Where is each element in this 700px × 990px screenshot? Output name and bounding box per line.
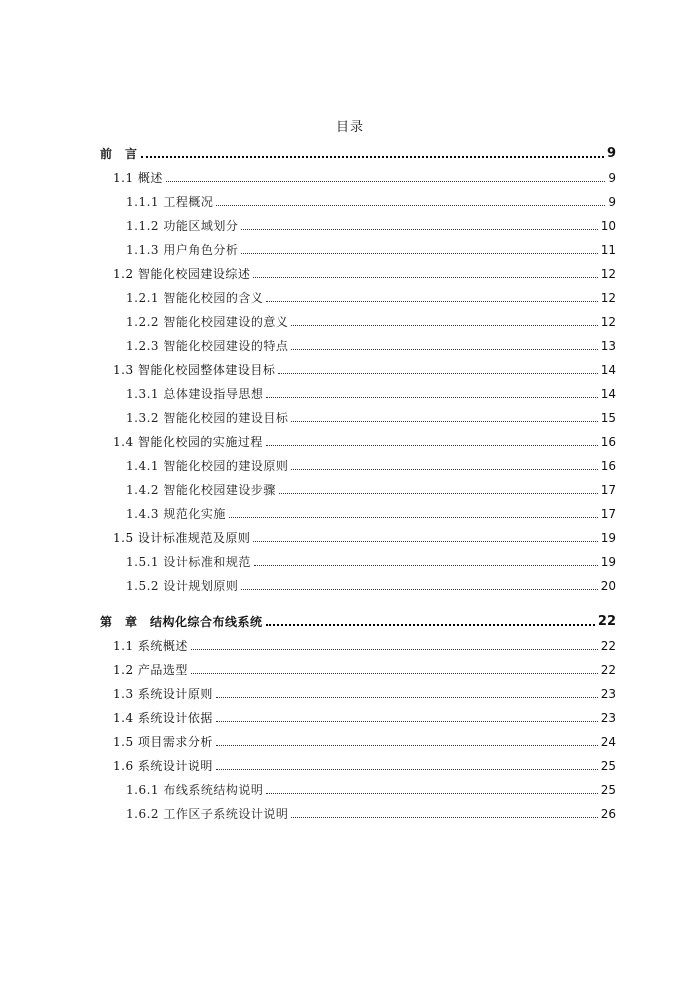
toc-entry[interactable] xyxy=(100,309,616,333)
dot-leader xyxy=(241,253,597,254)
toc-entry[interactable] xyxy=(100,213,616,237)
toc-entry-label: 1.6 系统设计说明 xyxy=(113,759,213,773)
toc-entry-label: 1.2.1 智能化校园的含义 xyxy=(126,291,264,305)
toc-entry[interactable] xyxy=(100,333,616,357)
toc-entry-label: 1.3 系统设计原则 xyxy=(113,687,213,701)
dot-leader xyxy=(191,649,598,650)
toc-entry-label: 1.6.1 布线系统结构说明 xyxy=(126,783,264,797)
toc-entry[interactable] xyxy=(100,189,616,213)
dot-leader xyxy=(166,181,605,182)
toc-entry-label: 1.4 系统设计依据 xyxy=(113,711,213,725)
table-of-contents xyxy=(100,141,616,825)
toc-entry[interactable] xyxy=(100,525,616,549)
toc-title: 目录 xyxy=(335,120,364,135)
dot-leader xyxy=(266,397,597,398)
toc-entry-page-number: 11 xyxy=(600,243,616,257)
toc-entry-label: 1.5 设计标准规范及原则 xyxy=(113,531,251,545)
toc-entry-page-number: 14 xyxy=(600,363,616,377)
toc-entry-page-number: 22 xyxy=(597,614,616,629)
toc-entry-label: 1.4.1 智能化校园的建设原则 xyxy=(126,459,289,473)
toc-entry-label: 1.2 智能化校园建设综述 xyxy=(113,267,251,281)
toc-entry[interactable] xyxy=(100,285,616,309)
toc-entry-label: 1.1.2 功能区域划分 xyxy=(126,219,239,233)
toc-entry-page-number: 19 xyxy=(600,531,616,545)
toc-entry[interactable] xyxy=(100,477,616,501)
toc-entry-label: 1.1 概述 xyxy=(113,171,163,185)
toc-entry-label: 1.6.2 工作区子系统设计说明 xyxy=(126,807,289,821)
toc-entry[interactable] xyxy=(100,801,616,825)
toc-entry-page-number: 17 xyxy=(600,507,616,521)
toc-entry-page-number: 25 xyxy=(600,783,616,797)
dot-leader xyxy=(216,745,598,746)
toc-entry[interactable] xyxy=(100,609,616,633)
dot-leader xyxy=(279,493,598,494)
toc-entry-label: 第 章 结构化综合布线系统 xyxy=(100,615,263,629)
toc-entry-page-number: 12 xyxy=(600,315,616,329)
toc-entry-label: 前 言 xyxy=(100,147,138,161)
toc-entry-page-number: 25 xyxy=(600,759,616,773)
toc-entry[interactable] xyxy=(100,777,616,801)
toc-entry-page-number: 12 xyxy=(600,291,616,305)
toc-entry-page-number: 16 xyxy=(600,435,616,449)
dot-leader xyxy=(253,277,597,278)
toc-entry-label: 1.4.3 规范化实施 xyxy=(126,507,226,521)
toc-entry-label: 1.2.2 智能化校园建设的意义 xyxy=(126,315,289,329)
toc-entry-label: 1.5.2 设计规划原则 xyxy=(126,579,239,593)
toc-entry[interactable] xyxy=(100,357,616,381)
toc-entry[interactable] xyxy=(100,453,616,477)
toc-entry[interactable] xyxy=(100,705,616,729)
toc-entry-page-number: 9 xyxy=(608,195,616,209)
dot-leader xyxy=(229,517,598,518)
toc-entry-page-number: 14 xyxy=(600,387,616,401)
toc-entry[interactable] xyxy=(100,729,616,753)
dot-leader xyxy=(216,697,598,698)
toc-entry[interactable] xyxy=(100,237,616,261)
toc-entry-page-number: 9 xyxy=(606,146,616,161)
toc-entry-page-number: 22 xyxy=(600,663,616,677)
toc-entry-label: 1.1.3 用户角色分析 xyxy=(126,243,239,257)
dot-leader xyxy=(291,349,597,350)
toc-entry-page-number: 9 xyxy=(608,171,616,185)
toc-entry-label: 1.1.1 工程概况 xyxy=(126,195,214,209)
dot-leader xyxy=(141,156,604,158)
toc-entry[interactable] xyxy=(100,429,616,453)
dot-leader xyxy=(266,301,597,302)
dot-leader xyxy=(216,769,598,770)
toc-entry-label: 1.3.2 智能化校园的建设目标 xyxy=(126,411,289,425)
toc-entry-page-number: 24 xyxy=(600,735,616,749)
toc-entry-label: 1.2.3 智能化校园建设的特点 xyxy=(126,339,289,353)
toc-entry-page-number: 23 xyxy=(600,687,616,701)
section-gap xyxy=(100,597,616,609)
toc-entry-label: 1.4 智能化校园的实施过程 xyxy=(113,435,263,449)
dot-leader xyxy=(291,325,597,326)
dot-leader xyxy=(253,541,597,542)
toc-entry-page-number: 23 xyxy=(600,711,616,725)
toc-entry-page-number: 22 xyxy=(600,639,616,653)
dot-leader xyxy=(278,373,597,374)
toc-entry[interactable] xyxy=(100,405,616,429)
toc-entry-page-number: 20 xyxy=(600,579,616,593)
toc-entry-page-number: 10 xyxy=(600,219,616,233)
toc-entry-page-number: 19 xyxy=(600,555,616,569)
toc-entry-page-number: 17 xyxy=(600,483,616,497)
dot-leader xyxy=(266,445,598,446)
toc-entry-page-number: 13 xyxy=(600,339,616,353)
dot-leader xyxy=(266,793,597,794)
dot-leader xyxy=(291,817,597,818)
toc-entry[interactable] xyxy=(100,381,616,405)
dot-leader xyxy=(216,205,605,206)
toc-entry[interactable] xyxy=(100,549,616,573)
dot-leader xyxy=(291,469,597,470)
toc-entry[interactable] xyxy=(100,261,616,285)
dot-leader xyxy=(241,589,597,590)
toc-entry[interactable] xyxy=(100,165,616,189)
toc-entry-label: 1.5.1 设计标准和规范 xyxy=(126,555,251,569)
toc-entry-label: 1.2 产品选型 xyxy=(113,663,188,677)
dot-leader xyxy=(216,721,598,722)
toc-entry-page-number: 12 xyxy=(600,267,616,281)
dot-leader xyxy=(241,229,597,230)
toc-entry[interactable] xyxy=(100,657,616,681)
toc-entry[interactable] xyxy=(100,573,616,597)
toc-entry-label: 1.5 项目需求分析 xyxy=(113,735,213,749)
toc-entry-label: 1.3 智能化校园整体建设目标 xyxy=(113,363,276,377)
dot-leader xyxy=(191,673,598,674)
toc-entry-label: 1.4.2 智能化校园建设步骤 xyxy=(126,483,276,497)
toc-entry-page-number: 16 xyxy=(600,459,616,473)
toc-entry[interactable] xyxy=(100,753,616,777)
toc-entry-page-number: 15 xyxy=(600,411,616,425)
toc-entry[interactable] xyxy=(100,501,616,525)
dot-leader xyxy=(266,624,595,626)
toc-entry[interactable] xyxy=(100,141,616,165)
toc-entry[interactable] xyxy=(100,681,616,705)
dot-leader xyxy=(291,421,597,422)
dot-leader xyxy=(254,565,598,566)
toc-entry-page-number: 26 xyxy=(600,807,616,821)
toc-entry-label: 1.3.1 总体建设指导思想 xyxy=(126,387,264,401)
toc-entry[interactable] xyxy=(100,633,616,657)
toc-entry-label: 1.1 系统概述 xyxy=(113,639,188,653)
